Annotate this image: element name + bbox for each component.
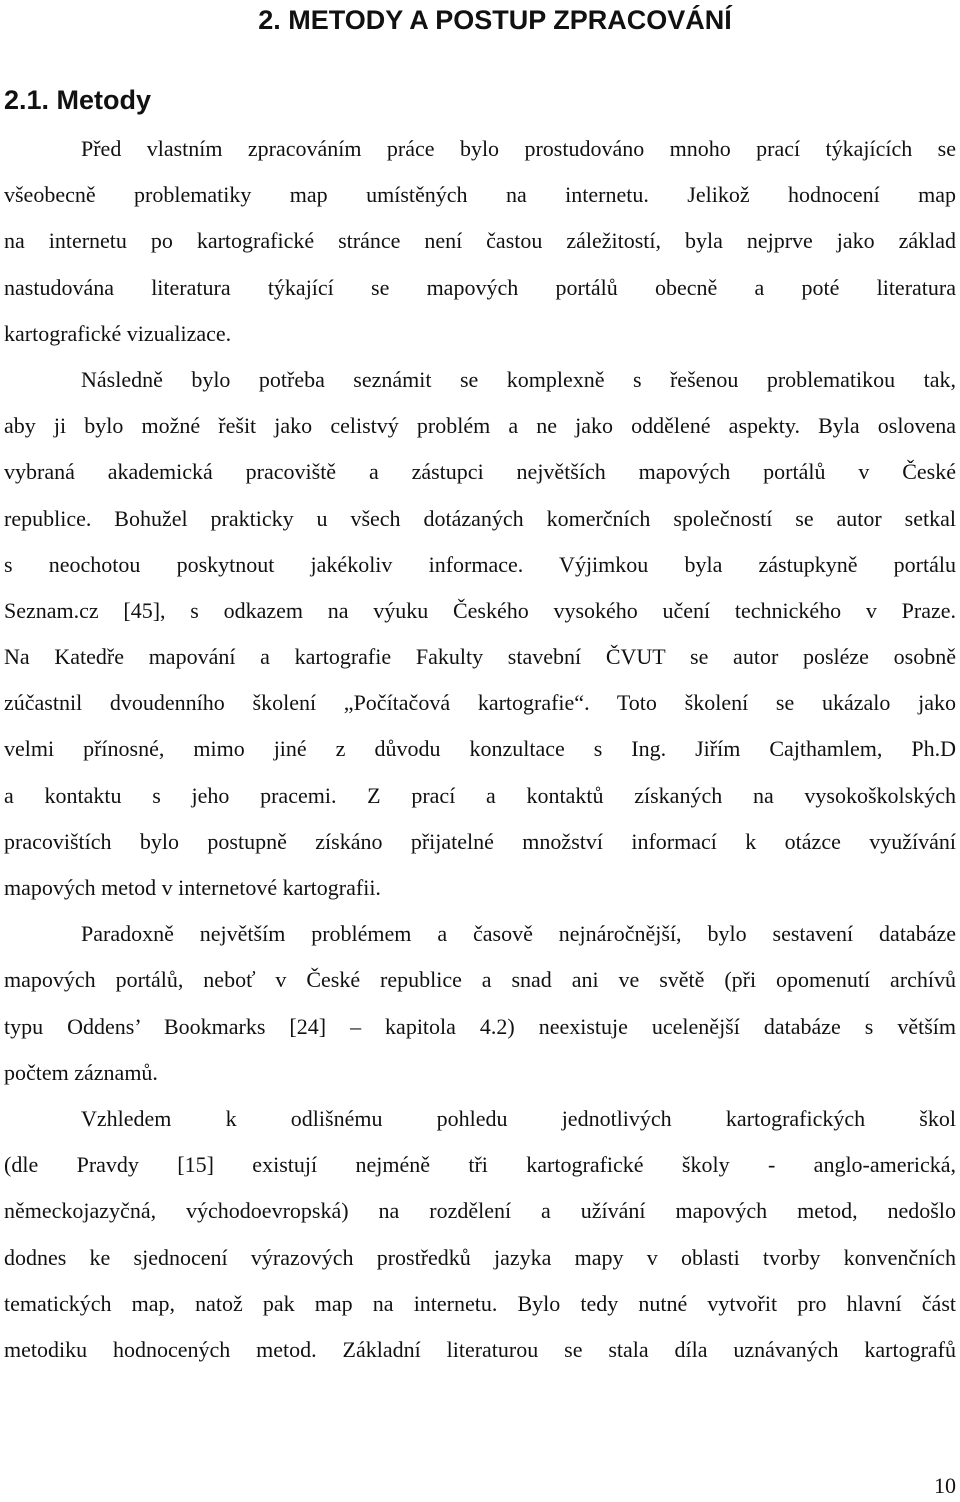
text-line: s neochotou poskytnout jakékoliv informace. Výjimkou byla zástupkyně portálu <box>4 551 956 577</box>
page-number: 10 <box>934 1473 956 1498</box>
text-line: zúčastnil dvoudenního školení „Počítačová kartografie“. Toto školení se ukázalo jako <box>4 690 956 716</box>
text-line: na internetu po kartografické stránce není častou záležitostí, byla nejprve jako základ <box>4 228 956 254</box>
text-line: mapových metod v internetové kartografii. <box>4 875 381 900</box>
text-line: dodnes ke sjednocení výrazových prostředků jazyka mapy v oblasti tvorby konvenčních <box>4 1244 956 1270</box>
text-line: Před vlastním zpracováním práce bylo prostudováno mnoho prací týkajících se <box>81 136 956 161</box>
text-line: republice. Bohužel prakticky u všech dotázaných komerčních společností se autor setkal <box>4 505 956 531</box>
text-line: (dle Pravdy [15] existují nejméně tři kartografické školy - anglo-americká, <box>4 1152 956 1178</box>
text-line: velmi přínosné, mimo jiné z důvodu konzultace s Ing. Jiřím Cajthamlem, Ph.D <box>4 736 956 762</box>
text-line: nastudována literatura týkající se mapových portálů obecně a poté literatura <box>4 274 956 300</box>
text-line: a kontaktu s jeho pracemi. Z prací a kontaktů získaných na vysokoškolských <box>4 782 956 808</box>
text-line: Vzhledem k odlišnému pohledu jednotlivých kartografických škol <box>81 1105 956 1131</box>
text-line: německojazyčná, východoevropská) na rozdělení a užívání mapových metod, nedošlo <box>4 1198 956 1224</box>
text-line: tematických map, natož pak map na internetu. Bylo tedy nutné vytvořit pro hlavní část <box>4 1290 956 1316</box>
text-line: kartografické vizualizace. <box>4 320 232 346</box>
text-line: typu Oddens’ Bookmarks [24] – kapitola 4.2) neexistuje ucelenější databáze s větším <box>4 1013 956 1039</box>
text-line: aby ji bylo možné řešit jako celistvý problém a ne jako oddělené aspekty. Byla oslovena <box>4 413 956 439</box>
text-line: počtem záznamů. <box>4 1059 158 1085</box>
chapter-title: 2. METODY A POSTUP ZPRACOVÁNÍ <box>258 5 732 35</box>
text-line: mapových portálů, neboť v České republice a snad ani ve světě (při opomenutí archívů <box>4 967 956 993</box>
text-line: Na Katedře mapování a kartografie Fakulty stavební ČVUT se autor posléze osobně <box>4 644 956 670</box>
text-line: Seznam.cz [45], s odkazem na výuku Českého vysokého učení technického v Praze. <box>4 597 956 623</box>
text-line: metodiku hodnocených metod. Základní literaturou se stala díla uznávaných kartografů <box>4 1336 956 1362</box>
text-line: Následně bylo potřeba seznámit se komplexně s řešenou problematikou tak, <box>81 366 956 392</box>
body-text <box>4 126 956 1373</box>
text-line: vybraná akademická pracoviště a zástupci největších mapových portálů v České <box>4 459 956 485</box>
section-title: 2.1. Metody <box>4 85 152 115</box>
text-line: pracovištích bylo postupně získáno přijatelné množství informací k otázce využívání <box>4 828 956 854</box>
text-line: všeobecně problematiky map umístěných na internetu. Jelikož hodnocení map <box>4 182 956 208</box>
text-line: Paradoxně největším problémem a časově nejnáročnější, bylo sestavení databáze <box>81 921 956 947</box>
